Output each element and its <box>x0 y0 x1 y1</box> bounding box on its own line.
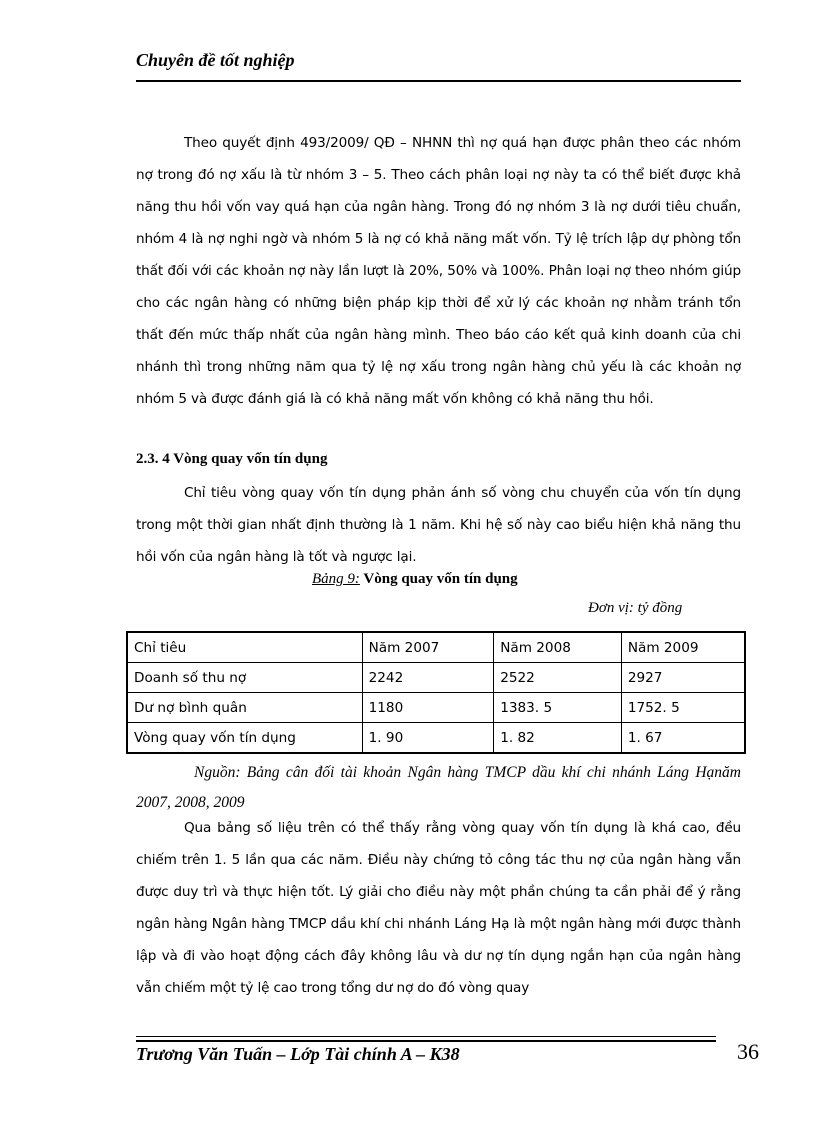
table-cell: 1. 82 <box>494 723 622 754</box>
table-cell: 2927 <box>621 663 745 693</box>
table-header-cell: Năm 2009 <box>621 632 745 663</box>
page-number: 36 <box>737 1039 759 1064</box>
paragraph-credit-turnover-definition: Chỉ tiêu vòng quay vốn tín dụng phản ánh số vòng chu chuyển của vốn tín dụng trong một thời gian nhất định thường là 1 năm. Khi hệ số này cao biểu hiện khả năng thu hồi vốn của ngân hàng là tốt và ngược lại. <box>136 485 741 565</box>
section-heading: 2.3. 4 Vòng quay vốn tín dụng <box>136 451 328 467</box>
table-cell: 1180 <box>362 693 494 723</box>
table-header-cell: Chỉ tiêu <box>127 632 362 663</box>
table-caption <box>312 571 518 588</box>
table-cell: 1752. 5 <box>621 693 745 723</box>
table-cell: 1. 67 <box>621 723 745 754</box>
table-header-row <box>127 632 745 663</box>
table-cell: Dư nợ bình quân <box>127 693 362 723</box>
table-row <box>127 723 745 754</box>
table-cell: 2522 <box>494 663 622 693</box>
table-header-cell: Năm 2008 <box>494 632 622 663</box>
table-caption-title: Vòng quay vốn tín dụng <box>359 571 518 587</box>
table-cell: 2242 <box>362 663 494 693</box>
table-cell: 1. 90 <box>362 723 494 754</box>
table-source-note: Nguồn: Bảng cân đối tài khoản Ngân hàng TMCP dầu khí chi nhánh Láng Hạnăm 2007, 2008, 2009 <box>136 764 741 811</box>
paragraph-bad-debt-classification: Theo quyết định 493/2009/ QĐ – NHNN thì nợ quá hạn được phân theo các nhóm nợ trong đó nợ xấu là từ nhóm 3 – 5. Theo cách phân loại nợ này ta có thể biết được khả năng thu hồi vốn vay quá hạn của ngân hàng. Trong đó nợ nhóm 3 là nợ dưới tiêu chuẩn, nhóm 4 là nợ nghi ngờ và nhóm 5 là nợ có khả năng mất vốn. Tỷ lệ trích lập dự phòng tổn thất đối với các khoản nợ này lần lượt là 20%, 50% và 100%. Phân loại nợ theo nhóm giúp cho các ngân hàng có những biện pháp kịp thời để xử lý các khoản nợ nhằm tránh tổn thất đến mức thấp nhất của ngân hàng mình. Theo báo cáo kết quả kinh doanh của chi nhánh thì trong những năm qua tỷ lệ nợ xấu trong ngân hàng chủ yếu là các khoản nợ nhóm 5 và được đánh giá là có khả năng mất vốn không có khả năng thu hồi. <box>136 135 741 407</box>
table-row <box>127 693 745 723</box>
paragraph-analysis: Qua bảng số liệu trên có thể thấy rằng vòng quay vốn tín dụng là khá cao, đều chiếm trên 1. 5 lần qua các năm. Điều này chứng tỏ công tác thu nợ của ngân hàng vẫn được duy trì và thực hiện tốt. Lý giải cho điều này một phần chúng ta cần phải để ý rằng ngân hàng Ngân hàng TMCP dầu khí chi nhánh Láng Hạ là một ngân hàng mới được thành lập và đi vào hoạt động cách đây không lâu và dư nợ tín dụng ngắn hạn của ngân hàng vẫn chiếm một tỷ lệ cao trong tổng dư nợ do đó vòng quay <box>136 820 741 996</box>
table-unit-note: Đơn vị: tỷ đồng <box>588 600 683 616</box>
table-cell: Doanh số thu nợ <box>127 663 362 693</box>
table-cell: Vòng quay vốn tín dụng <box>127 723 362 754</box>
footer-divider-thick <box>136 1040 716 1042</box>
credit-turnover-table <box>126 631 746 754</box>
header-divider <box>136 80 741 82</box>
footer-divider <box>136 1036 716 1037</box>
table-row <box>127 663 745 693</box>
footer-author: Trương Văn Tuấn – Lớp Tài chính A – K38 <box>136 1044 460 1064</box>
table-caption-label: Bảng 9: <box>312 571 360 587</box>
table-header-cell: Năm 2007 <box>362 632 494 663</box>
table-cell: 1383. 5 <box>494 693 622 723</box>
header-title: Chuyên đề tốt nghiệp <box>136 50 295 70</box>
